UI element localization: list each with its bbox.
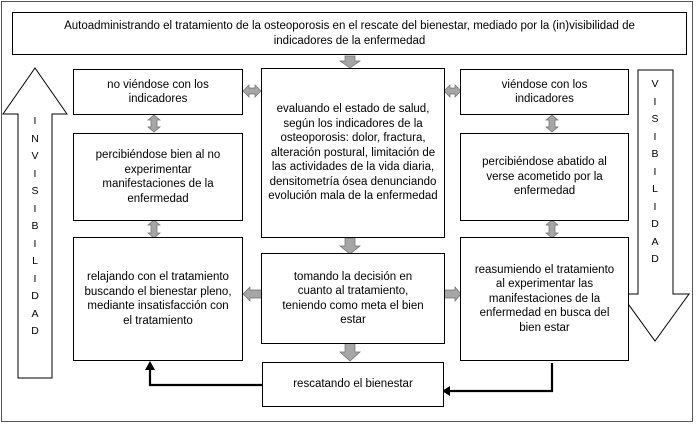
visibility-letter: D xyxy=(651,218,659,230)
left-box-relaxing-treatment: relajando con el tratamiento buscando el bienestar pleno, mediante insatisfacción con el tratamiento xyxy=(73,237,243,361)
visibility-letter: I xyxy=(653,95,657,108)
invisibility-letter: I xyxy=(33,115,37,127)
connector-center-to-left xyxy=(243,287,262,301)
visibility-letter: I xyxy=(653,165,657,178)
connector-center-v2 xyxy=(340,343,360,361)
visibility-label xyxy=(647,76,663,269)
center-box-rescuing-wellbeing: rescatando el bienestar xyxy=(262,362,444,407)
visibility-letter: L xyxy=(652,183,658,195)
invisibility-letter: V xyxy=(31,150,39,162)
connector-left-v2 xyxy=(148,220,160,238)
visibility-letter: D xyxy=(651,253,659,265)
center-box-making-decision: tomando la decisión en cuanto al tratamiento, teniendo como meta el bien estar xyxy=(261,253,445,344)
connector-right-v2 xyxy=(546,220,558,238)
diagram-title: Autoadministrando el tratamiento de la osteoporosis en el rescate del bienestar, mediado por la (in)visibilidad de indicadores de la enfermedad xyxy=(12,12,687,55)
feedback-left xyxy=(150,369,262,385)
connector-center-v1 xyxy=(340,238,360,254)
invisibility-letter: S xyxy=(31,185,39,197)
connector-center-to-right xyxy=(444,287,461,301)
connector-title-to-center xyxy=(340,56,360,68)
invisibility-label xyxy=(27,113,43,341)
left-box-feeling-well: percibiéndose bien al no experimentar manifestaciones de la enfermedad xyxy=(73,133,243,221)
visibility-letter: V xyxy=(651,78,659,90)
visibility-letter: I xyxy=(653,200,657,213)
invisibility-letter: I xyxy=(33,272,37,285)
feedback-right xyxy=(449,363,552,391)
feedback-left-head xyxy=(145,361,155,370)
connector-right-v1 xyxy=(546,115,558,132)
connector-left-center-1 xyxy=(243,85,261,97)
center-box-evaluating-health: evaluando el estado de salud, según los indicadores de la osteoporosis: dolor, fractura, alteración postural, limitación de las actividades de la vida diaria, densitometría ósea denunciando evolución mala de la enfermedad xyxy=(261,68,445,238)
left-box-not-seeing-indicators: no viéndose con los indicadores xyxy=(73,69,243,115)
invisibility-letter: L xyxy=(32,255,38,267)
invisibility-letter: I xyxy=(33,202,37,215)
invisibility-letter: D xyxy=(31,290,39,302)
visibility-letter: B xyxy=(651,148,659,160)
invisibility-letter: I xyxy=(33,167,37,180)
visibility-letter: S xyxy=(651,113,659,125)
right-box-feeling-dejected: percibiéndose abatido al verse acometido por la enfermedad xyxy=(460,133,629,221)
invisibility-letter: D xyxy=(31,325,39,337)
visibility-letter: A xyxy=(651,235,659,248)
invisibility-letter: I xyxy=(33,237,37,250)
invisibility-letter: A xyxy=(31,307,39,320)
invisibility-letter: B xyxy=(31,220,39,232)
visibility-letter: I xyxy=(653,130,657,143)
right-box-seeing-indicators: viéndose con los indicadores xyxy=(460,69,629,115)
right-box-resuming-treatment: reasumiendo el tratamiento al experimentar las manifestaciones de la enfermedad en busca del bien estar xyxy=(460,237,629,361)
invisibility-letter: N xyxy=(31,132,39,145)
connector-center-right-1 xyxy=(444,85,461,97)
connector-left-v1 xyxy=(148,115,160,132)
